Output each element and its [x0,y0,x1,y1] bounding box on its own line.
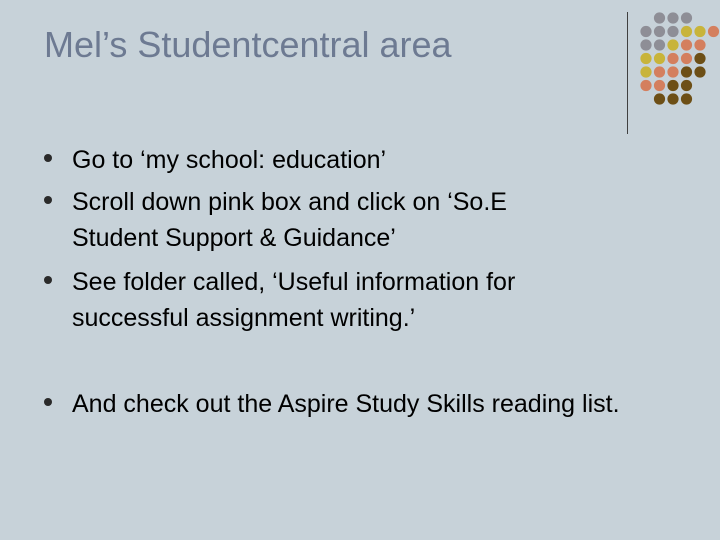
decorative-dot [667,39,678,50]
decorative-dot [654,66,665,77]
decorative-dot [667,93,678,104]
decorative-dot [654,53,665,64]
bullet-text: See folder called, ‘Useful information for successful assignment writing.’ [72,268,516,332]
decorative-dot [694,66,705,77]
decorative-dot [681,93,692,104]
decorative-dot [667,80,678,91]
decorative-dot [654,12,665,23]
decorative-dot [681,12,692,23]
bullet-text: And check out the Aspire Study Skills reading list. [72,390,620,418]
bullet-marker [44,398,52,406]
bullet-text: Scroll down pink box and click on ‘So.E Student Support & Guidance’ [72,188,507,252]
decorative-dot [640,66,651,77]
decorative-dot [694,39,705,50]
decorative-dot [640,26,651,37]
decorative-dot [654,93,665,104]
bullet-marker [44,276,52,284]
bullet-marker [44,154,52,162]
decorative-dot [640,39,651,50]
decorative-dot [667,53,678,64]
decorative-dot [654,39,665,50]
decorative-dot [694,26,705,37]
bullet-text: Go to ‘my school: education’ [72,146,387,174]
decorative-dot [667,66,678,77]
vertical-divider [627,12,628,134]
decorative-dot [667,26,678,37]
decorative-dot [708,26,719,37]
decorative-dot [681,39,692,50]
decorative-dot [681,53,692,64]
decorative-dot [667,12,678,23]
decorative-dot [640,80,651,91]
decorative-dot [681,26,692,37]
decorative-dot [654,26,665,37]
slide-title: Mel’s Studentcentral area [44,24,452,65]
bullet-marker [44,196,52,204]
decorative-dot [694,53,705,64]
decorative-dot [640,53,651,64]
decorative-dot [681,66,692,77]
decorative-dot [654,80,665,91]
decorative-dot [681,80,692,91]
